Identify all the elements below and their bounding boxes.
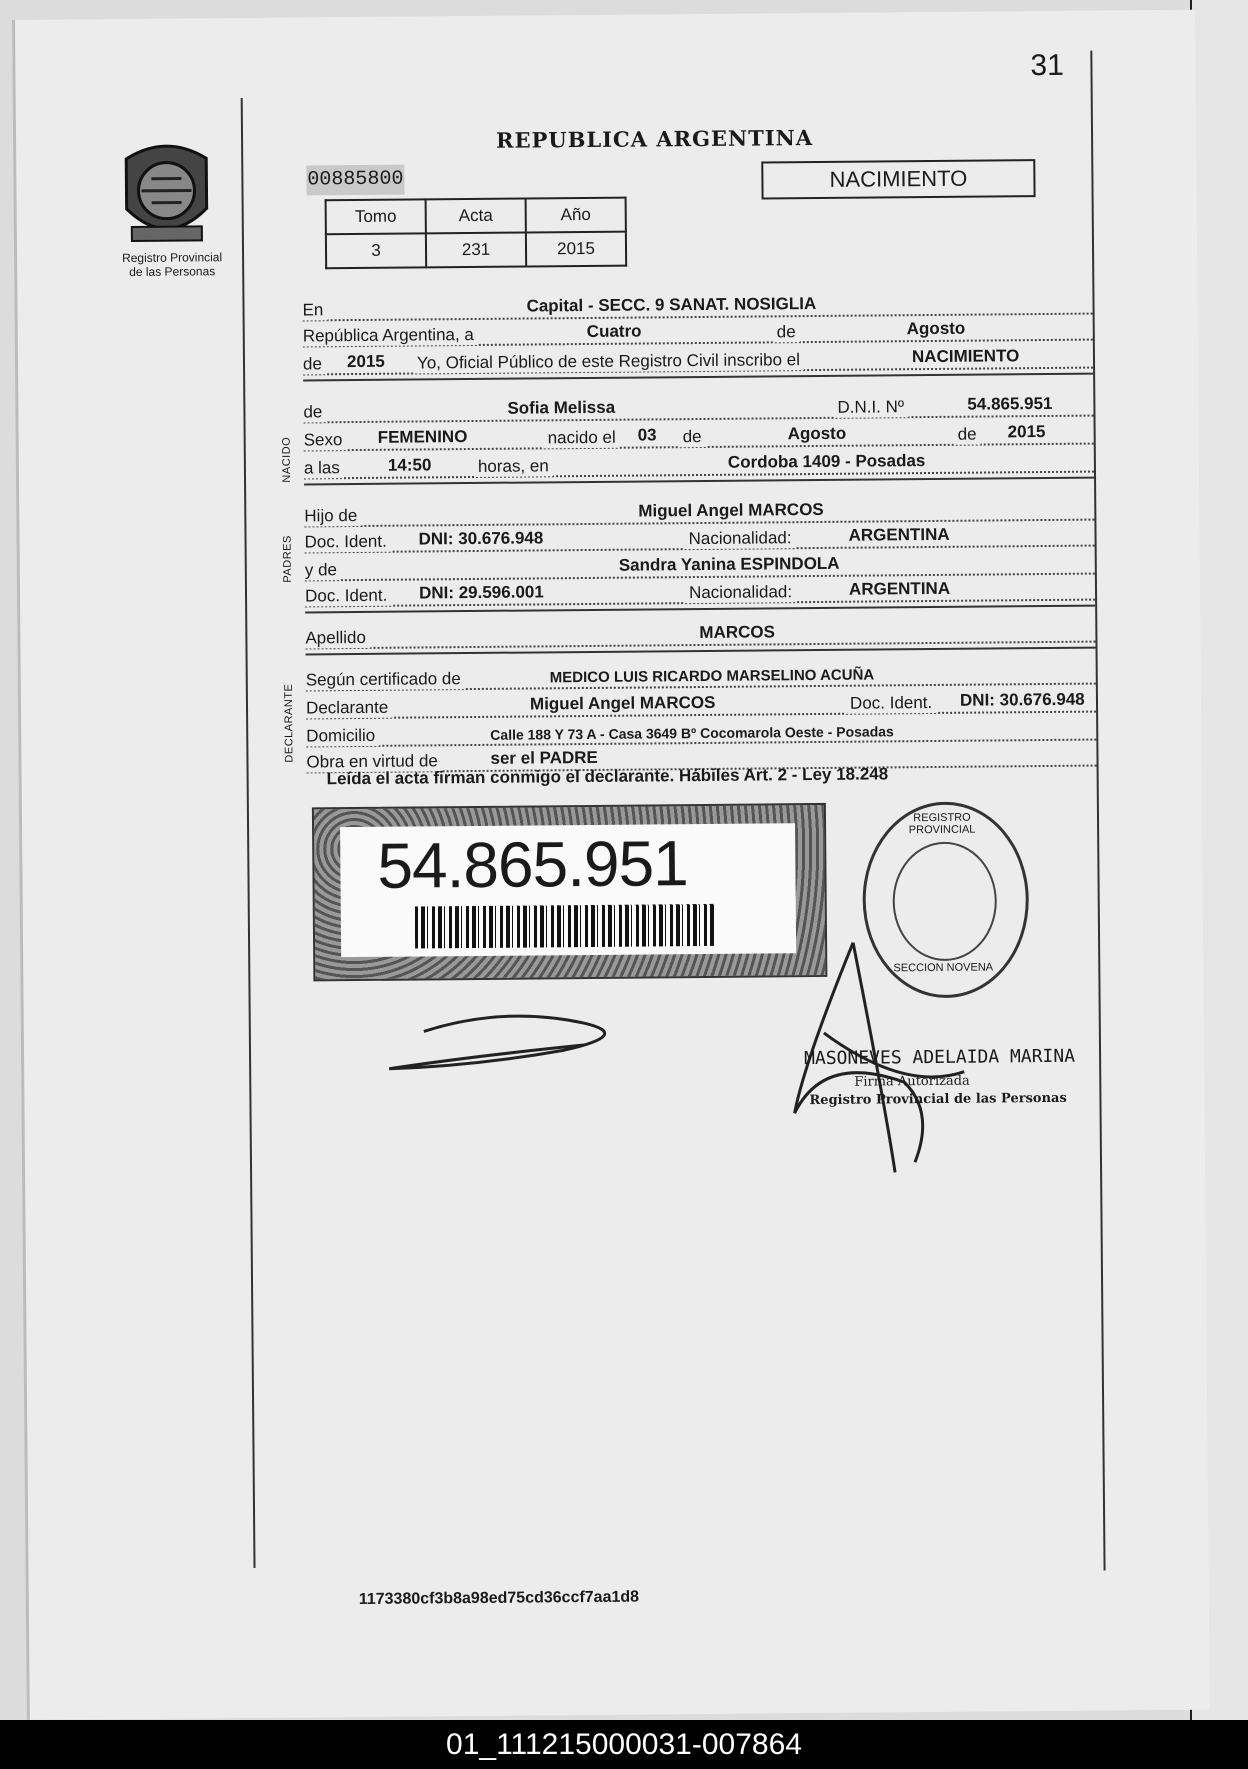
value-apellido: MARCOS xyxy=(695,622,779,643)
footer-id-bar xyxy=(0,1720,1248,1769)
line-domicilio xyxy=(306,719,1096,748)
value-declarante: Miguel Angel MARCOS xyxy=(526,693,720,715)
value-inscribo: NACIMIENTO xyxy=(908,346,1024,367)
declarant-signature-icon xyxy=(384,1005,645,1087)
record-table-header-row xyxy=(326,198,626,235)
line-hora xyxy=(304,451,1094,480)
closing-statement: Leída el acta firman conmigo el declarante. Hábiles Art. 2 - Ley 18.248 xyxy=(326,764,889,789)
misiones-seal-icon xyxy=(111,138,222,249)
value-nacido-anio: 2015 xyxy=(1004,422,1050,442)
footer-id: 01_111215000031-007864 xyxy=(446,1728,802,1761)
header-anio: Año xyxy=(526,198,626,233)
value-sexo: FEMENINO xyxy=(374,427,472,448)
label-oficial: Yo, Oficial Público de este Registro Civil inscribo el xyxy=(413,350,804,373)
side-label-declarante: DECLARANTE xyxy=(282,683,296,763)
label-nac1: Nacionalidad: xyxy=(684,528,795,549)
line-oficial xyxy=(303,347,1093,376)
header-tomo: Tomo xyxy=(326,199,426,234)
label-doc1: Doc. Ident. xyxy=(304,532,390,553)
value-en: Capital - SECC. 9 SANAT. NOSIGLIA xyxy=(522,294,820,317)
left-margin-rule xyxy=(241,98,256,1568)
dni-sticker-number: 54.865.951 xyxy=(377,827,689,902)
value-hora: 14:50 xyxy=(384,455,436,475)
label-yde: y de xyxy=(305,560,341,580)
value-domicilio: Calle 188 Y 73 A - Casa 3649 Bº Cocomarola Oeste - Posadas xyxy=(486,723,898,743)
label-de4: de xyxy=(679,427,706,447)
record-table-value-row xyxy=(326,232,626,269)
label-domicilio: Domicilio xyxy=(306,726,379,747)
line-republica xyxy=(303,319,1093,348)
stamp-text-bottom: SECCION NOVENA xyxy=(893,961,994,975)
registry-caption xyxy=(107,250,237,279)
value-acta: 231 xyxy=(426,233,526,268)
value-obra: ser el PADRE xyxy=(486,748,602,769)
label-de2: de xyxy=(303,354,326,374)
stamp-text-top: REGISTRO PROVINCIAL xyxy=(908,811,976,837)
registry-caption-line1: Registro Provincial xyxy=(121,250,223,266)
value-madre: Sandra Yanina ESPINDOLA xyxy=(615,554,844,576)
line-declarante xyxy=(306,691,1096,720)
document-type-box: NACIMIENTO xyxy=(761,159,1035,199)
value-doc1: DNI: 30.676.948 xyxy=(414,528,547,549)
line-madre xyxy=(305,553,1095,582)
serial-number: 00885800 xyxy=(306,165,404,196)
label-nacido: nacido el xyxy=(544,428,620,449)
value-nacido-dia: 03 xyxy=(634,425,661,445)
country-title: REPUBLICA ARGENTINA xyxy=(495,125,814,153)
registry-caption-line2: de las Personas xyxy=(129,264,216,279)
value-dni: 54.865.951 xyxy=(963,394,1056,415)
value-certificado: MEDICO LUIS RICARDO MARSELINO ACUÑA xyxy=(546,666,879,686)
label-de5: de xyxy=(954,425,981,445)
label-alas: a las xyxy=(304,458,344,478)
label-nac2: Nacionalidad: xyxy=(685,582,796,603)
line-sexo xyxy=(304,423,1094,452)
header-acta: Acta xyxy=(426,199,526,234)
line-nombre xyxy=(303,395,1093,424)
label-doc2: Doc. Ident. xyxy=(305,586,391,607)
officer-role: Firma Autorizada xyxy=(854,1073,970,1090)
label-de: de xyxy=(773,322,800,342)
value-dia: Cuatro xyxy=(583,321,646,342)
value-tomo: 3 xyxy=(326,233,426,268)
label-de3: de xyxy=(303,402,326,422)
officer-name: MASONEVES ADELAIDA MARINA xyxy=(804,1045,1076,1070)
line-padre xyxy=(304,499,1094,528)
page-number: 31 xyxy=(1030,48,1064,83)
value-nombre: Sofia Melissa xyxy=(503,398,619,419)
label-obra: Obra en virtud de xyxy=(306,751,442,772)
document-hash: 1173380cf3b8a98ed75cd36ccf7aa1d8 xyxy=(358,1588,640,1609)
value-doc2: DNI: 29.596.001 xyxy=(415,582,548,603)
label-declarante: Declarante xyxy=(306,698,392,719)
side-label-padres: PADRES xyxy=(281,535,294,583)
label-horas: horas, en xyxy=(474,456,553,477)
value-mes: Agosto xyxy=(903,319,970,340)
label-apellido: Apellido xyxy=(305,628,370,649)
line-en xyxy=(302,293,1092,322)
record-table xyxy=(325,197,628,270)
label-dni: D.N.I. Nº xyxy=(833,397,908,418)
label-certificado: Según certificado de xyxy=(306,669,465,690)
value-nacido-mes: Agosto xyxy=(784,424,851,445)
value-lugar: Cordoba 1409 - Posadas xyxy=(724,451,930,473)
value-padre: Miguel Angel MARCOS xyxy=(634,500,828,522)
line-certificado xyxy=(306,663,1096,692)
value-anio-inscripcion: 2015 xyxy=(343,352,389,372)
label-doc3: Doc. Ident. xyxy=(846,693,936,714)
label-sexo: Sexo xyxy=(304,430,347,450)
line-doc-madre xyxy=(305,579,1095,608)
value-doc3: DNI: 30.676.948 xyxy=(956,690,1089,711)
value-anio: 2015 xyxy=(526,232,626,267)
birth-certificate-page xyxy=(12,10,1210,1720)
line-apellido xyxy=(305,621,1095,650)
label-hijo: Hijo de xyxy=(304,506,361,526)
line-doc-padre xyxy=(304,525,1094,554)
value-nac1: ARGENTINA xyxy=(844,525,953,546)
value-nac2: ARGENTINA xyxy=(845,579,954,600)
side-label-nacido: NACIDO xyxy=(280,436,294,483)
officer-office: Registro Provincial de las Personas xyxy=(809,1090,1067,1109)
right-margin-rule xyxy=(1090,51,1105,1571)
barcode-icon xyxy=(415,904,715,949)
label-en: En xyxy=(302,300,327,320)
label-republica: República Argentina, a xyxy=(303,325,478,347)
